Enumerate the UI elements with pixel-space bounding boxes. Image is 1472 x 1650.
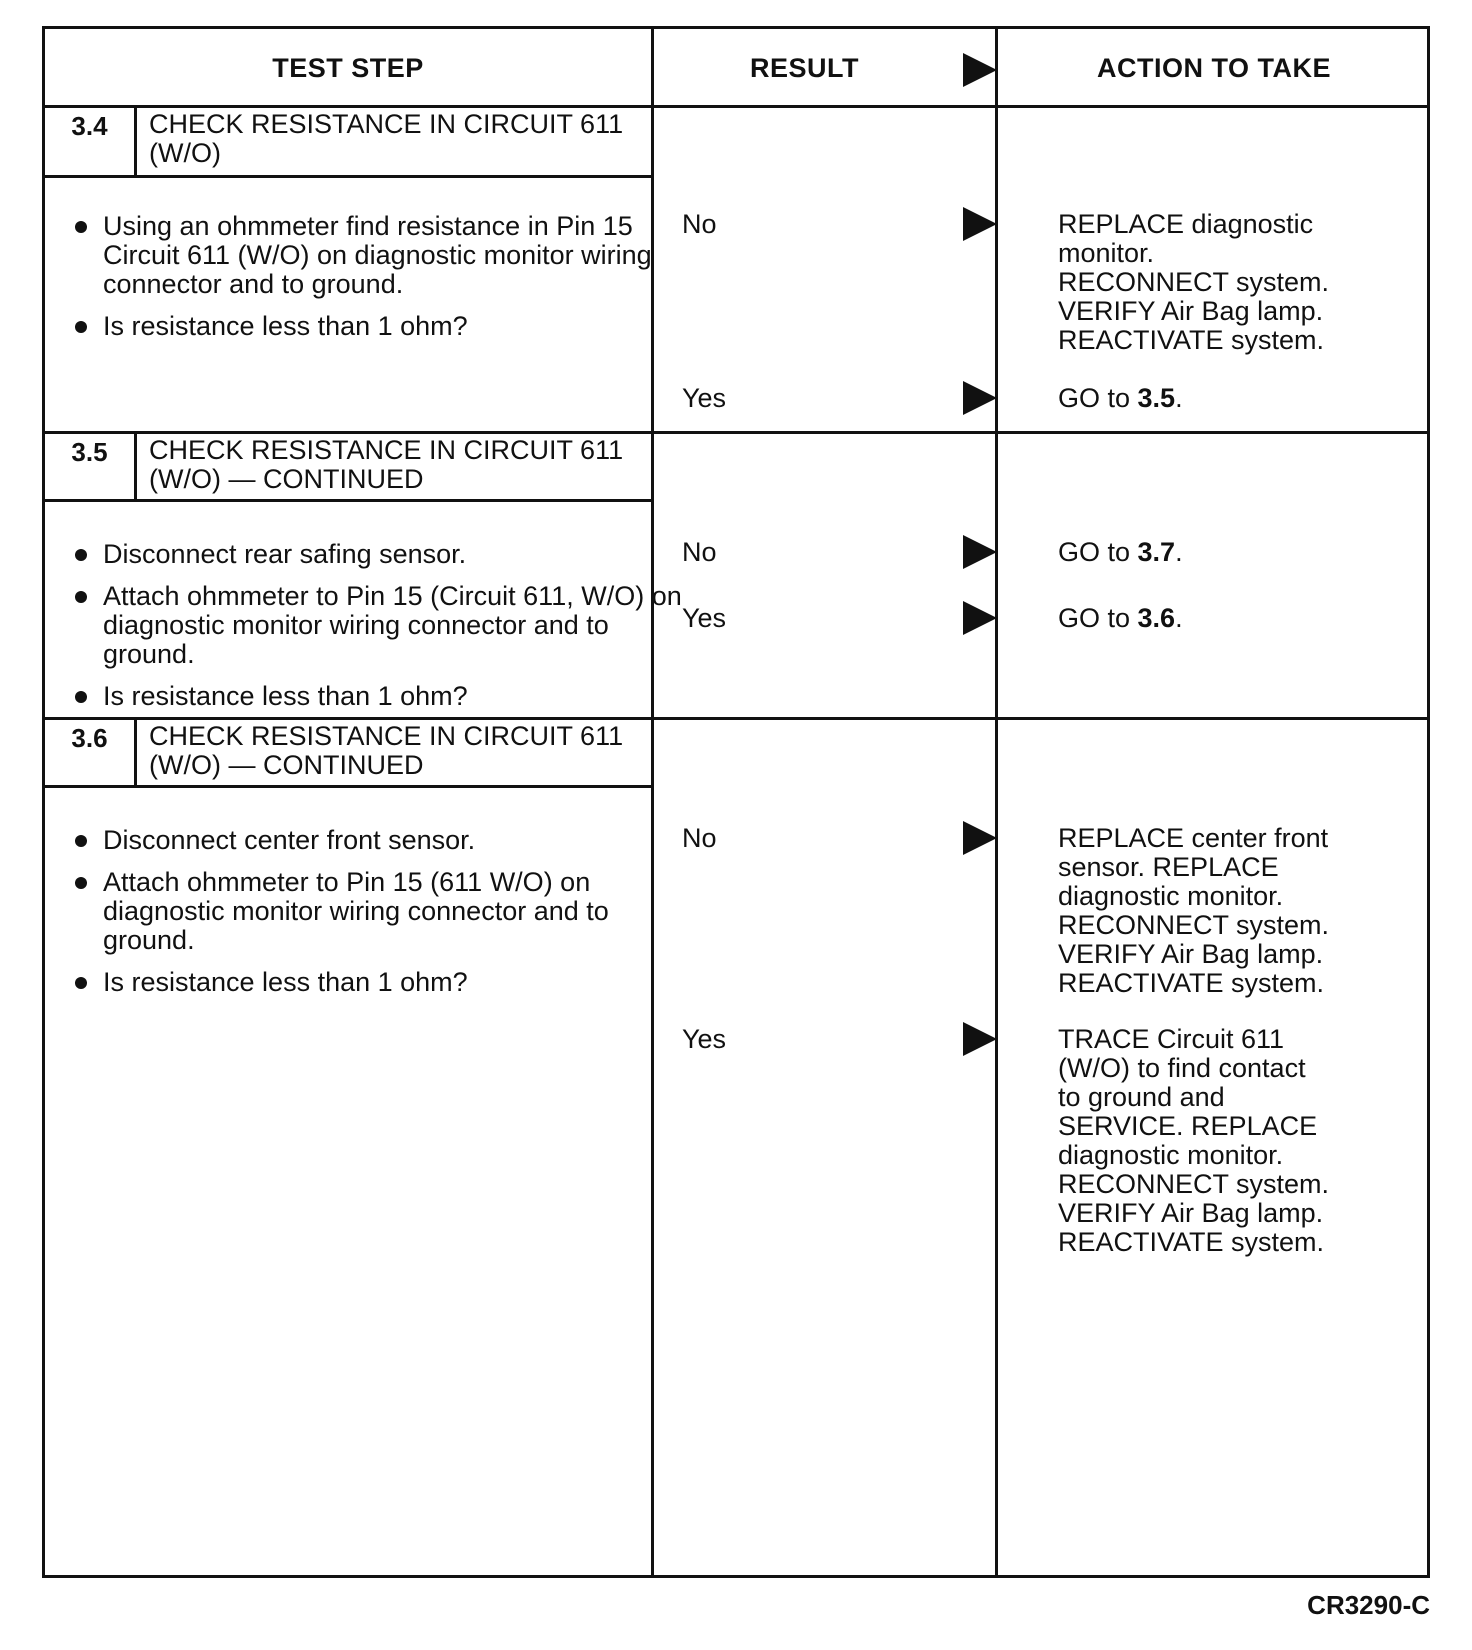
result-no: No (682, 537, 717, 567)
step-number: 3.6 (71, 723, 108, 753)
step-number-divider (134, 105, 137, 177)
step-title-divider (45, 175, 651, 178)
arrow-right-icon (963, 535, 997, 569)
step-instructions-3-6 (71, 826, 691, 1010)
arrow-right-icon (963, 601, 997, 635)
action-text: GO to 3.5. (1058, 383, 1183, 413)
step-number: 3.4 (71, 111, 108, 141)
step-number-divider (134, 431, 137, 501)
result-no: No (682, 823, 717, 853)
goto-step: 3.5 (1137, 383, 1176, 413)
step-title: CHECK RESISTANCE IN CIRCUIT 611 (W/O) — CONTINUED (149, 721, 624, 780)
list-item: Is resistance less than 1 ohm? (71, 312, 691, 341)
step-instructions-3-5 (71, 540, 691, 724)
action-text: GO to 3.7. (1058, 537, 1183, 567)
result-no: No (682, 209, 717, 239)
action-text: REPLACE center front sensor. REPLACE diagnostic monitor. RECONNECT system. VERIFY Air Bag lamp. REACTIVATE system. (1058, 823, 1330, 998)
diagnostic-table (42, 26, 1430, 1578)
step-header-3-6 (45, 717, 696, 787)
figure-reference: CR3290-C (1307, 1590, 1430, 1620)
goto-step: 3.7 (1137, 537, 1176, 567)
header-test-step: TEST STEP (272, 52, 424, 83)
list-item: Using an ohmmeter find resistance in Pin 15 Circuit 611 (W/O) on diagnostic monitor wiring connector and to ground. (71, 212, 691, 299)
action-prefix: GO to (1058, 603, 1138, 633)
action-prefix: GO to (1058, 537, 1138, 567)
header-result: RESULT (750, 52, 859, 83)
step-title-divider (45, 785, 651, 788)
step-title-divider (45, 499, 651, 502)
step-header-3-4 (45, 105, 696, 177)
action-text: GO to 3.6. (1058, 603, 1183, 633)
arrow-right-icon (963, 821, 997, 855)
step-number: 3.5 (71, 437, 108, 467)
step-title: CHECK RESISTANCE IN CIRCUIT 611 (W/O) — CONTINUED (149, 435, 624, 494)
step-title: CHECK RESISTANCE IN CIRCUIT 611 (W/O) (149, 109, 624, 168)
action-prefix: GO to (1058, 383, 1138, 413)
result-yes: Yes (682, 603, 727, 633)
arrow-right-icon (963, 1022, 997, 1056)
list-item: Is resistance less than 1 ohm? (71, 682, 691, 711)
step-header-3-5 (45, 431, 696, 501)
step-number-divider (134, 717, 137, 787)
action-text: REPLACE diagnostic monitor. RECONNECT system. VERIFY Air Bag lamp. REACTIVATE system. (1058, 209, 1330, 355)
list-item: Disconnect center front sensor. (71, 826, 691, 855)
result-yes: Yes (682, 1024, 727, 1054)
goto-step: 3.6 (1137, 603, 1176, 633)
arrow-right-icon (963, 381, 997, 415)
arrow-right-icon (963, 207, 997, 241)
list-item: Attach ohmmeter to Pin 15 (Circuit 611, W/O) on diagnostic monitor wiring connector and to ground. (71, 582, 691, 669)
header-action: ACTION TO TAKE (1097, 52, 1331, 83)
result-yes: Yes (682, 383, 727, 413)
step-instructions-3-4 (71, 212, 691, 354)
list-item: Is resistance less than 1 ohm? (71, 968, 691, 997)
action-text: TRACE Circuit 611 (W/O) to find contact to ground and SERVICE. REPLACE diagnostic monitor. RECONNECT system. VERIFY Air Bag lamp. REACTIVATE system. (1058, 1024, 1330, 1257)
column-divider (995, 29, 998, 1575)
list-item: Disconnect rear safing sensor. (71, 540, 691, 569)
arrow-right-icon (963, 53, 997, 87)
list-item: Attach ohmmeter to Pin 15 (611 W/O) on diagnostic monitor wiring connector and to ground. (71, 868, 691, 955)
